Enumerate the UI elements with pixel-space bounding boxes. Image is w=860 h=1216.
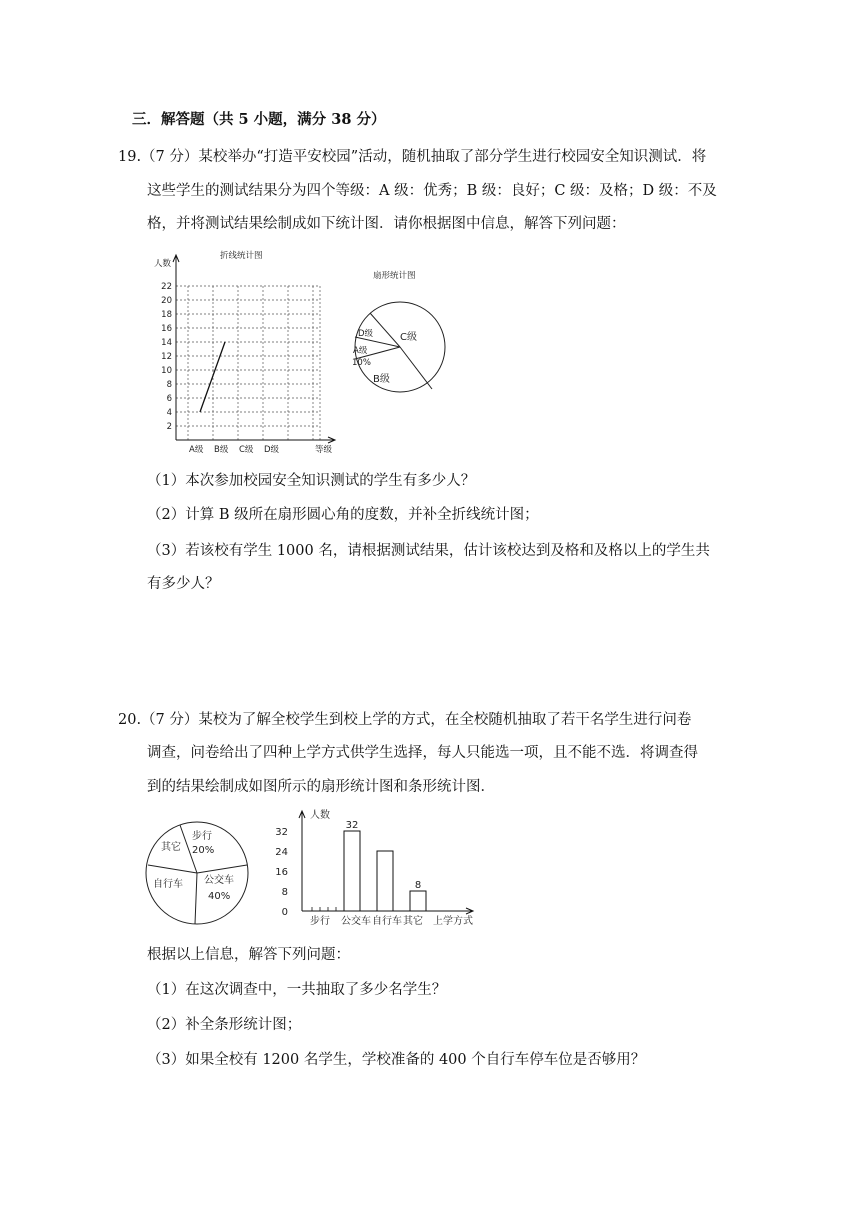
line-chart-ytick: 14: [161, 338, 172, 348]
q19-line2: 这些学生的测试结果分为四个等级：A 级：优秀；B 级：良好；C 级：及格；D 级：不及: [147, 183, 717, 199]
section-header: 三．解答题（共 5 小题，满分 38 分）: [132, 111, 386, 128]
line-chart-series-line: [200, 342, 225, 412]
q20-pie-value-bus: 40%: [208, 891, 231, 902]
line-chart-ytick: 16: [161, 324, 172, 334]
q20-pie-label-other: 其它: [161, 842, 181, 853]
line-chart-ylabel: 人数: [154, 259, 172, 269]
bar-chart-bar: [410, 891, 426, 911]
q20-sub3: （3）如果全校有 1200 名学生，学校准备的 400 个自行车停车位是否够用？: [147, 1052, 646, 1068]
q20-line2: 调查，问卷给出了四种上学方式供学生选择，每人只能选一项，且不能不选．将调查得: [147, 745, 698, 761]
bar-chart-xtick: 其它: [403, 916, 423, 927]
bar-chart-ytick: 8: [281, 887, 288, 898]
q20-pie-divider-2: [197, 865, 247, 873]
q19-sub3b: 有多少人？: [147, 576, 220, 592]
bar-chart-bar: [344, 831, 360, 911]
line-chart-xtick: D级: [264, 445, 280, 455]
q20-pie-label-walk: 步行: [192, 831, 212, 842]
q20-intro: 根据以上信息，解答下列问题：: [147, 947, 350, 963]
q20-sub1: （1）在这次调查中，一共抽取了多少名学生？: [147, 982, 447, 998]
line-chart-title: 折线统计图: [220, 251, 263, 261]
q19-line1: 19.（7 分）某校举办“打造平安校园”活动，随机抽取了部分学生进行校园安全知识测试．将: [118, 149, 707, 165]
bar-chart-bar: [377, 851, 393, 911]
q20-line1: 20.（7 分）某校为了解全校学生到校上学的方式，在全校随机抽取了若干名学生进行问卷: [118, 712, 692, 728]
line-chart-ytick: 10: [161, 366, 172, 376]
bar-chart-xtick: 自行车: [372, 916, 402, 927]
q20-pie-divider-4: [195, 873, 197, 924]
line-chart-ytick: 18: [161, 310, 172, 320]
q20-sub2: （2）补全条形统计图；: [147, 1017, 302, 1033]
line-chart-ytick: 20: [161, 296, 172, 306]
q19-pie-chart: [340, 262, 460, 412]
q20-line3: 到的结果绘制成如图所示的扇形统计图和条形统计图．: [147, 779, 495, 795]
bar-chart-ytick: 0: [281, 907, 288, 918]
q20-pie-divider-3: [148, 865, 197, 873]
bar-chart-ytick: 32: [275, 827, 288, 838]
bar-chart-xtick: 步行: [310, 916, 330, 927]
bar-chart-data-label: 8: [414, 880, 422, 891]
line-chart-ytick: 22: [161, 282, 172, 292]
q19-sub1: （1）本次参加校园安全知识测试的学生有多少人？: [147, 473, 476, 489]
line-chart-xtick: A级: [189, 445, 204, 455]
q20-bar-chart: [270, 808, 490, 933]
bar-chart-ytick: 24: [275, 847, 288, 858]
q19-pie-label-c: C级: [400, 332, 417, 343]
q19-pie-label-b: B级: [373, 374, 390, 385]
q19-pie-title: 扇形统计图: [373, 271, 416, 281]
line-chart-xtick: C级: [239, 445, 254, 455]
bar-chart-xtick: 公交车: [341, 916, 371, 927]
q20-pie-label-bike: 自行车: [153, 879, 183, 890]
q19-line3: 格，并将测试结果绘制成如下统计图．请你根据图中信息，解答下列问题：: [147, 216, 626, 232]
bar-chart-xlabel: 上学方式: [433, 916, 473, 927]
line-chart-ytick: 6: [166, 394, 172, 404]
bar-chart-data-label: 32: [345, 820, 359, 831]
q19-sub3a: （3）若该校有学生 1000 名，请根据测试结果，估计该校达到及格和及格以上的学生共: [147, 543, 710, 559]
q19-pie-value-a: 10%: [352, 358, 371, 368]
q19-sub2: （2）计算 B 级所在扇形圆心角的度数，并补全折线统计图；: [147, 507, 539, 523]
bar-chart-ylabel: 人数: [310, 810, 330, 821]
line-chart-ytick: 12: [161, 352, 172, 362]
line-chart-xtick: B级: [214, 445, 229, 455]
q19-pie-divider-4: [400, 347, 432, 389]
q20-pie-chart: [140, 815, 260, 930]
q19-pie-divider-1: [370, 313, 400, 347]
q20-pie-value-walk: 20%: [192, 845, 215, 856]
q19-line-chart: [140, 244, 350, 458]
line-chart-xlabel: 等级: [315, 445, 333, 455]
q19-pie-label-d: D级: [358, 329, 374, 339]
bar-chart-ytick: 16: [275, 867, 288, 878]
q19-pie-label-a: A级: [353, 346, 368, 356]
line-chart-ytick: 8: [166, 380, 172, 390]
line-chart-ytick: 2: [166, 422, 172, 432]
q20-pie-label-bus: 公交车: [204, 875, 234, 886]
line-chart-ytick: 4: [166, 408, 172, 418]
